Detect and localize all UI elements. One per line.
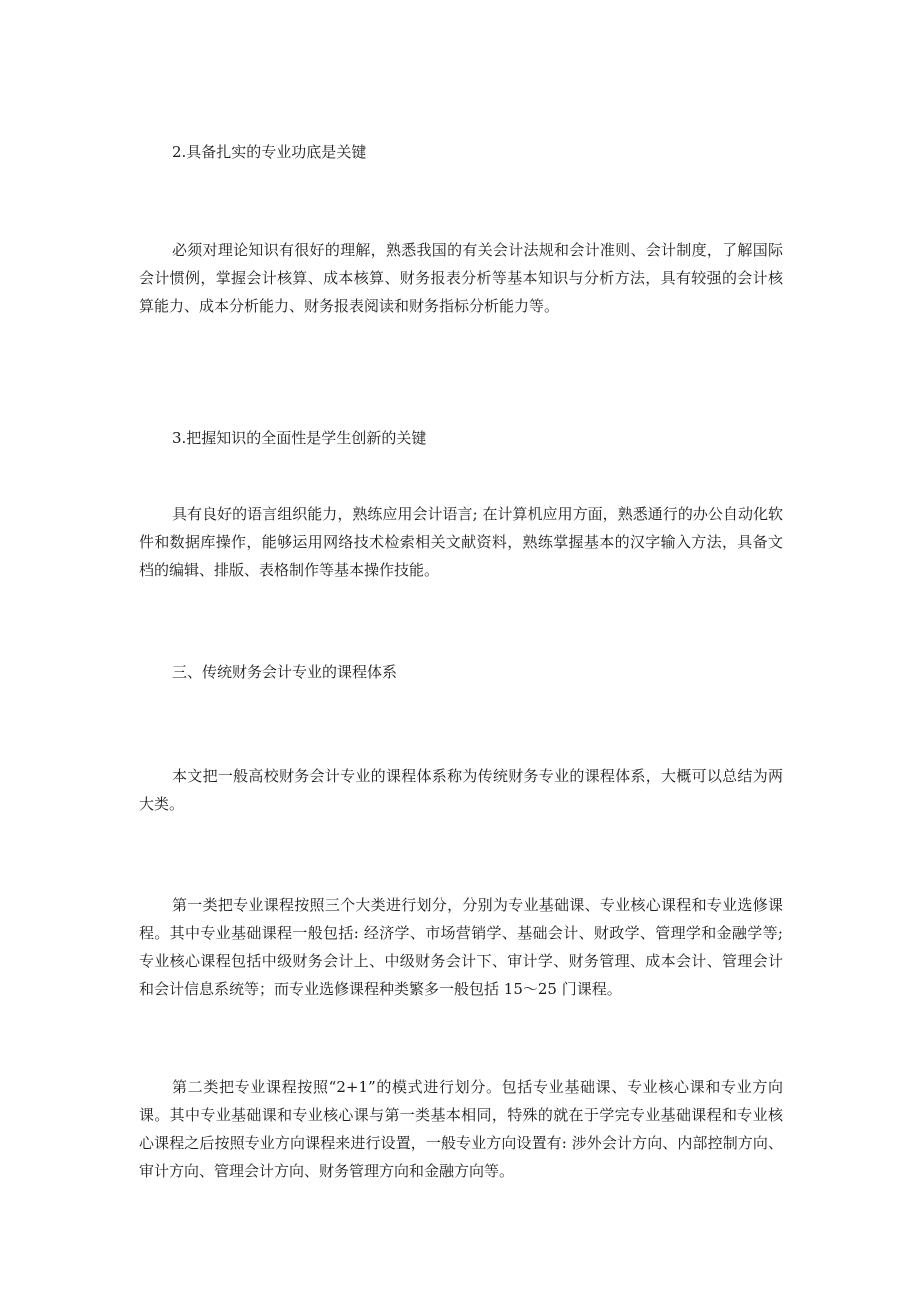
subheading-solid-foundation: 2.具备扎实的专业功底是关键 (172, 143, 367, 161)
paragraph-theory-knowledge: 必须对理论知识有很好的理解，熟悉我国的有关会计法规和会计准则、会计制度，了解国际会计惯例，掌握会计核算、成本核算、财务报表分析等基本知识与分析方法，具有较强的会计核算能力、成本分析能力、财务报表阅读和财务指标分析能力等。 (139, 241, 783, 315)
paragraph-language-computer-skills: 具有良好的语言组织能力，熟练应用会计语言; 在计算机应用方面，熟悉通行的办公自动化软件和数据库操作，能够运用网络技术检索相关文献资料，熟练掌握基本的汉字输入方法，具备文档的编辑、排版、表格制作等基本操作技能。 (139, 505, 783, 579)
section-title-curriculum-system: 三、传统财务会计专业的课程体系 (172, 663, 398, 681)
paragraph-first-category: 第一类把专业课程按照三个大类进行划分，分别为专业基础课、专业核心课程和专业选修课程。其中专业基础课程一般包括: 经济学、市场营销学、基础会计、财政学、管理学和金融学等; 专业核心课程包括中级财务会计上、中级财务会计下、审计学、财务管理、成本会计、管理会计和会计信息系统等；而专业选修课程种类繁多一般包括 15～25 门课程。 (139, 896, 783, 998)
paragraph-second-category: 第二类把专业课程按照“2+1”的模式进行划分。包括专业基础课、专业核心课和专业方向课。其中专业基础课和专业核心课与第一类基本相同，特殊的就在于学完专业基础课程和专业核心课程之后按照专业方向课程来进行设置，一般专业方向设置有: 涉外会计方向、内部控制方向、审计方向、管理会计方向、财务管理方向和金融方向等。 (139, 1078, 783, 1180)
subheading-comprehensive-knowledge: 3.把握知识的全面性是学生创新的关键 (172, 429, 427, 447)
paragraph-curriculum-intro: 本文把一般高校财务会计专业的课程体系称为传统财务专业的课程体系，大概可以总结为两大类。 (139, 767, 783, 813)
